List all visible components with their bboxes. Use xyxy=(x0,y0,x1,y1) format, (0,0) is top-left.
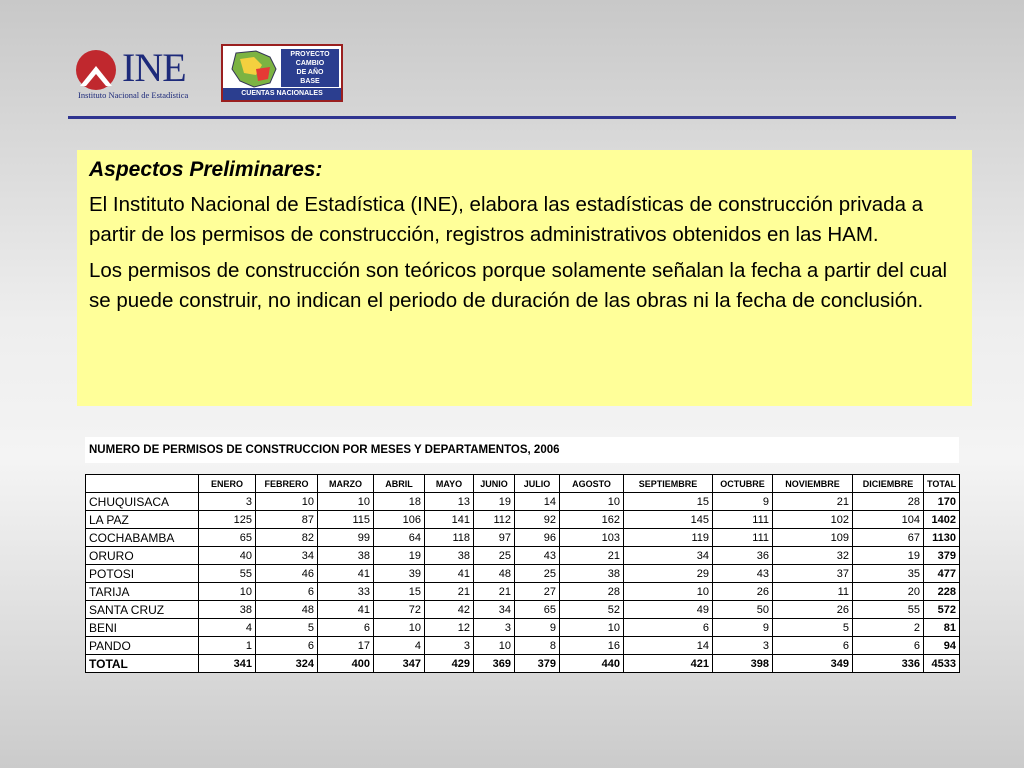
row-total-cell: 4533 xyxy=(924,655,960,673)
dept-name-cell: TARIJA xyxy=(86,583,199,601)
value-cell: 28 xyxy=(560,583,624,601)
value-cell: 14 xyxy=(624,637,713,655)
value-cell: 10 xyxy=(318,493,374,511)
value-cell: 39 xyxy=(374,565,425,583)
header-agosto: AGOSTO xyxy=(560,475,624,493)
value-cell: 103 xyxy=(560,529,624,547)
value-cell: 26 xyxy=(773,601,853,619)
header-diciembre: DICIEMBRE xyxy=(853,475,924,493)
ine-logo xyxy=(74,44,204,102)
value-cell: 49 xyxy=(624,601,713,619)
value-cell: 34 xyxy=(474,601,515,619)
value-cell: 21 xyxy=(773,493,853,511)
value-cell: 33 xyxy=(318,583,374,601)
value-cell: 17 xyxy=(318,637,374,655)
value-cell: 40 xyxy=(199,547,256,565)
value-cell: 92 xyxy=(515,511,560,529)
dept-name-cell: COCHABAMBA xyxy=(86,529,199,547)
value-cell: 104 xyxy=(853,511,924,529)
table-row xyxy=(86,547,960,565)
value-cell: 15 xyxy=(374,583,425,601)
value-cell: 55 xyxy=(199,565,256,583)
value-cell: 125 xyxy=(199,511,256,529)
value-cell: 14 xyxy=(515,493,560,511)
value-cell: 38 xyxy=(425,547,474,565)
table-row xyxy=(86,601,960,619)
value-cell: 65 xyxy=(199,529,256,547)
ine-wordmark: INE xyxy=(122,45,186,90)
value-cell: 25 xyxy=(474,547,515,565)
value-cell: 6 xyxy=(624,619,713,637)
value-cell: 13 xyxy=(425,493,474,511)
value-cell: 119 xyxy=(624,529,713,547)
value-cell: 10 xyxy=(624,583,713,601)
value-cell: 29 xyxy=(624,565,713,583)
value-cell: 6 xyxy=(256,637,318,655)
value-cell: 162 xyxy=(560,511,624,529)
value-cell: 111 xyxy=(713,511,773,529)
value-cell: 64 xyxy=(374,529,425,547)
header-junio: JUNIO xyxy=(474,475,515,493)
value-cell: 10 xyxy=(560,619,624,637)
table-header-row xyxy=(86,475,960,493)
value-cell: 398 xyxy=(713,655,773,673)
proyecto-title: PROYECTO CAMBIO DE AÑO BASE xyxy=(281,49,339,87)
value-cell: 27 xyxy=(515,583,560,601)
value-cell: 52 xyxy=(560,601,624,619)
dept-name-cell: SANTA CRUZ xyxy=(86,601,199,619)
value-cell: 5 xyxy=(256,619,318,637)
permits-table xyxy=(85,474,960,673)
value-cell: 34 xyxy=(256,547,318,565)
header-julio: JULIO xyxy=(515,475,560,493)
value-cell: 43 xyxy=(515,547,560,565)
header-septiembre: SEPTIEMBRE xyxy=(624,475,713,493)
value-cell: 10 xyxy=(374,619,425,637)
value-cell: 35 xyxy=(853,565,924,583)
value-cell: 3 xyxy=(474,619,515,637)
header-febrero: FEBRERO xyxy=(256,475,318,493)
paragraph-permits: Los permisos de construcción son teóricos porque solamente señalan la fecha a partir del cual se puede construir, no indican el periodo de duración de las obras ni la fecha de conclusión. xyxy=(89,259,948,312)
value-cell: 41 xyxy=(318,601,374,619)
dept-name-cell: BENI xyxy=(86,619,199,637)
value-cell: 65 xyxy=(515,601,560,619)
value-cell: 67 xyxy=(853,529,924,547)
table-row xyxy=(86,529,960,547)
table-total-row xyxy=(86,655,960,673)
value-cell: 21 xyxy=(474,583,515,601)
value-cell: 10 xyxy=(199,583,256,601)
bolivia-map-icon xyxy=(226,49,280,89)
value-cell: 4 xyxy=(199,619,256,637)
table-row xyxy=(86,637,960,655)
value-cell: 82 xyxy=(256,529,318,547)
proyecto-logo xyxy=(221,44,343,102)
value-cell: 429 xyxy=(425,655,474,673)
value-cell: 12 xyxy=(425,619,474,637)
value-cell: 145 xyxy=(624,511,713,529)
value-cell: 96 xyxy=(515,529,560,547)
value-cell: 10 xyxy=(474,637,515,655)
value-cell: 440 xyxy=(560,655,624,673)
value-cell: 102 xyxy=(773,511,853,529)
row-total-cell: 572 xyxy=(924,601,960,619)
row-total-cell: 477 xyxy=(924,565,960,583)
row-total-cell: 81 xyxy=(924,619,960,637)
header-octubre: OCTUBRE xyxy=(713,475,773,493)
value-cell: 4 xyxy=(374,637,425,655)
value-cell: 48 xyxy=(474,565,515,583)
row-total-cell: 1402 xyxy=(924,511,960,529)
value-cell: 38 xyxy=(560,565,624,583)
proyecto-bottom-label: CUENTAS NACIONALES xyxy=(223,88,341,100)
value-cell: 421 xyxy=(624,655,713,673)
value-cell: 28 xyxy=(853,493,924,511)
value-cell: 369 xyxy=(474,655,515,673)
value-cell: 6 xyxy=(256,583,318,601)
value-cell: 1 xyxy=(199,637,256,655)
value-cell: 38 xyxy=(318,547,374,565)
table-row xyxy=(86,493,960,511)
value-cell: 9 xyxy=(515,619,560,637)
value-cell: 48 xyxy=(256,601,318,619)
value-cell: 16 xyxy=(560,637,624,655)
value-cell: 38 xyxy=(199,601,256,619)
header-abril: ABRIL xyxy=(374,475,425,493)
value-cell: 87 xyxy=(256,511,318,529)
value-cell: 99 xyxy=(318,529,374,547)
header-enero: ENERO xyxy=(199,475,256,493)
value-cell: 19 xyxy=(474,493,515,511)
header-divider xyxy=(68,116,956,119)
value-cell: 55 xyxy=(853,601,924,619)
value-cell: 34 xyxy=(624,547,713,565)
dept-name-cell: ORURO xyxy=(86,547,199,565)
value-cell: 10 xyxy=(256,493,318,511)
dept-name-cell: TOTAL xyxy=(86,655,199,673)
paragraph-ine-statistics: El Instituto Nacional de Estadística (INE), elabora las estadísticas de construcción privada a partir de los permisos de construcción, registros administrativos obtenidos en las HAM. xyxy=(89,193,924,246)
value-cell: 3 xyxy=(199,493,256,511)
header-dept xyxy=(86,475,199,493)
value-cell: 46 xyxy=(256,565,318,583)
value-cell: 18 xyxy=(374,493,425,511)
value-cell: 341 xyxy=(199,655,256,673)
value-cell: 3 xyxy=(713,637,773,655)
value-cell: 11 xyxy=(773,583,853,601)
value-cell: 9 xyxy=(713,493,773,511)
value-cell: 2 xyxy=(853,619,924,637)
value-cell: 41 xyxy=(318,565,374,583)
value-cell: 26 xyxy=(713,583,773,601)
value-cell: 19 xyxy=(853,547,924,565)
row-total-cell: 228 xyxy=(924,583,960,601)
row-total-cell: 94 xyxy=(924,637,960,655)
value-cell: 50 xyxy=(713,601,773,619)
value-cell: 42 xyxy=(425,601,474,619)
value-cell: 20 xyxy=(853,583,924,601)
value-cell: 379 xyxy=(515,655,560,673)
row-total-cell: 379 xyxy=(924,547,960,565)
section-heading: Aspectos Preliminares: xyxy=(89,158,323,181)
value-cell: 36 xyxy=(713,547,773,565)
value-cell: 106 xyxy=(374,511,425,529)
ine-emblem-icon xyxy=(74,48,118,92)
value-cell: 25 xyxy=(515,565,560,583)
table-row xyxy=(86,619,960,637)
table-row xyxy=(86,583,960,601)
table-row xyxy=(86,565,960,583)
dept-name-cell: CHUQUISACA xyxy=(86,493,199,511)
value-cell: 32 xyxy=(773,547,853,565)
table-row xyxy=(86,511,960,529)
value-cell: 21 xyxy=(560,547,624,565)
value-cell: 349 xyxy=(773,655,853,673)
dept-name-cell: PANDO xyxy=(86,637,199,655)
value-cell: 9 xyxy=(713,619,773,637)
preliminary-notes-box xyxy=(77,150,972,406)
value-cell: 21 xyxy=(425,583,474,601)
dept-name-cell: LA PAZ xyxy=(86,511,199,529)
dept-name-cell: POTOSI xyxy=(86,565,199,583)
value-cell: 43 xyxy=(713,565,773,583)
value-cell: 5 xyxy=(773,619,853,637)
value-cell: 115 xyxy=(318,511,374,529)
value-cell: 37 xyxy=(773,565,853,583)
value-cell: 111 xyxy=(713,529,773,547)
value-cell: 324 xyxy=(256,655,318,673)
header-noviembre: NOVIEMBRE xyxy=(773,475,853,493)
value-cell: 6 xyxy=(318,619,374,637)
value-cell: 8 xyxy=(515,637,560,655)
value-cell: 112 xyxy=(474,511,515,529)
value-cell: 400 xyxy=(318,655,374,673)
value-cell: 15 xyxy=(624,493,713,511)
value-cell: 10 xyxy=(560,493,624,511)
value-cell: 6 xyxy=(773,637,853,655)
ine-subtitle: Instituto Nacional de Estadística xyxy=(78,90,189,100)
permits-table-section xyxy=(85,437,959,673)
row-total-cell: 1130 xyxy=(924,529,960,547)
header-mayo: MAYO xyxy=(425,475,474,493)
value-cell: 347 xyxy=(374,655,425,673)
table-title: NUMERO DE PERMISOS DE CONSTRUCCION POR MESES Y DEPARTAMENTOS, 2006 xyxy=(85,437,959,463)
row-total-cell: 170 xyxy=(924,493,960,511)
value-cell: 336 xyxy=(853,655,924,673)
value-cell: 72 xyxy=(374,601,425,619)
value-cell: 97 xyxy=(474,529,515,547)
value-cell: 118 xyxy=(425,529,474,547)
value-cell: 109 xyxy=(773,529,853,547)
header-total: TOTAL xyxy=(924,475,960,493)
value-cell: 41 xyxy=(425,565,474,583)
header-marzo: MARZO xyxy=(318,475,374,493)
value-cell: 6 xyxy=(853,637,924,655)
value-cell: 141 xyxy=(425,511,474,529)
value-cell: 3 xyxy=(425,637,474,655)
value-cell: 19 xyxy=(374,547,425,565)
